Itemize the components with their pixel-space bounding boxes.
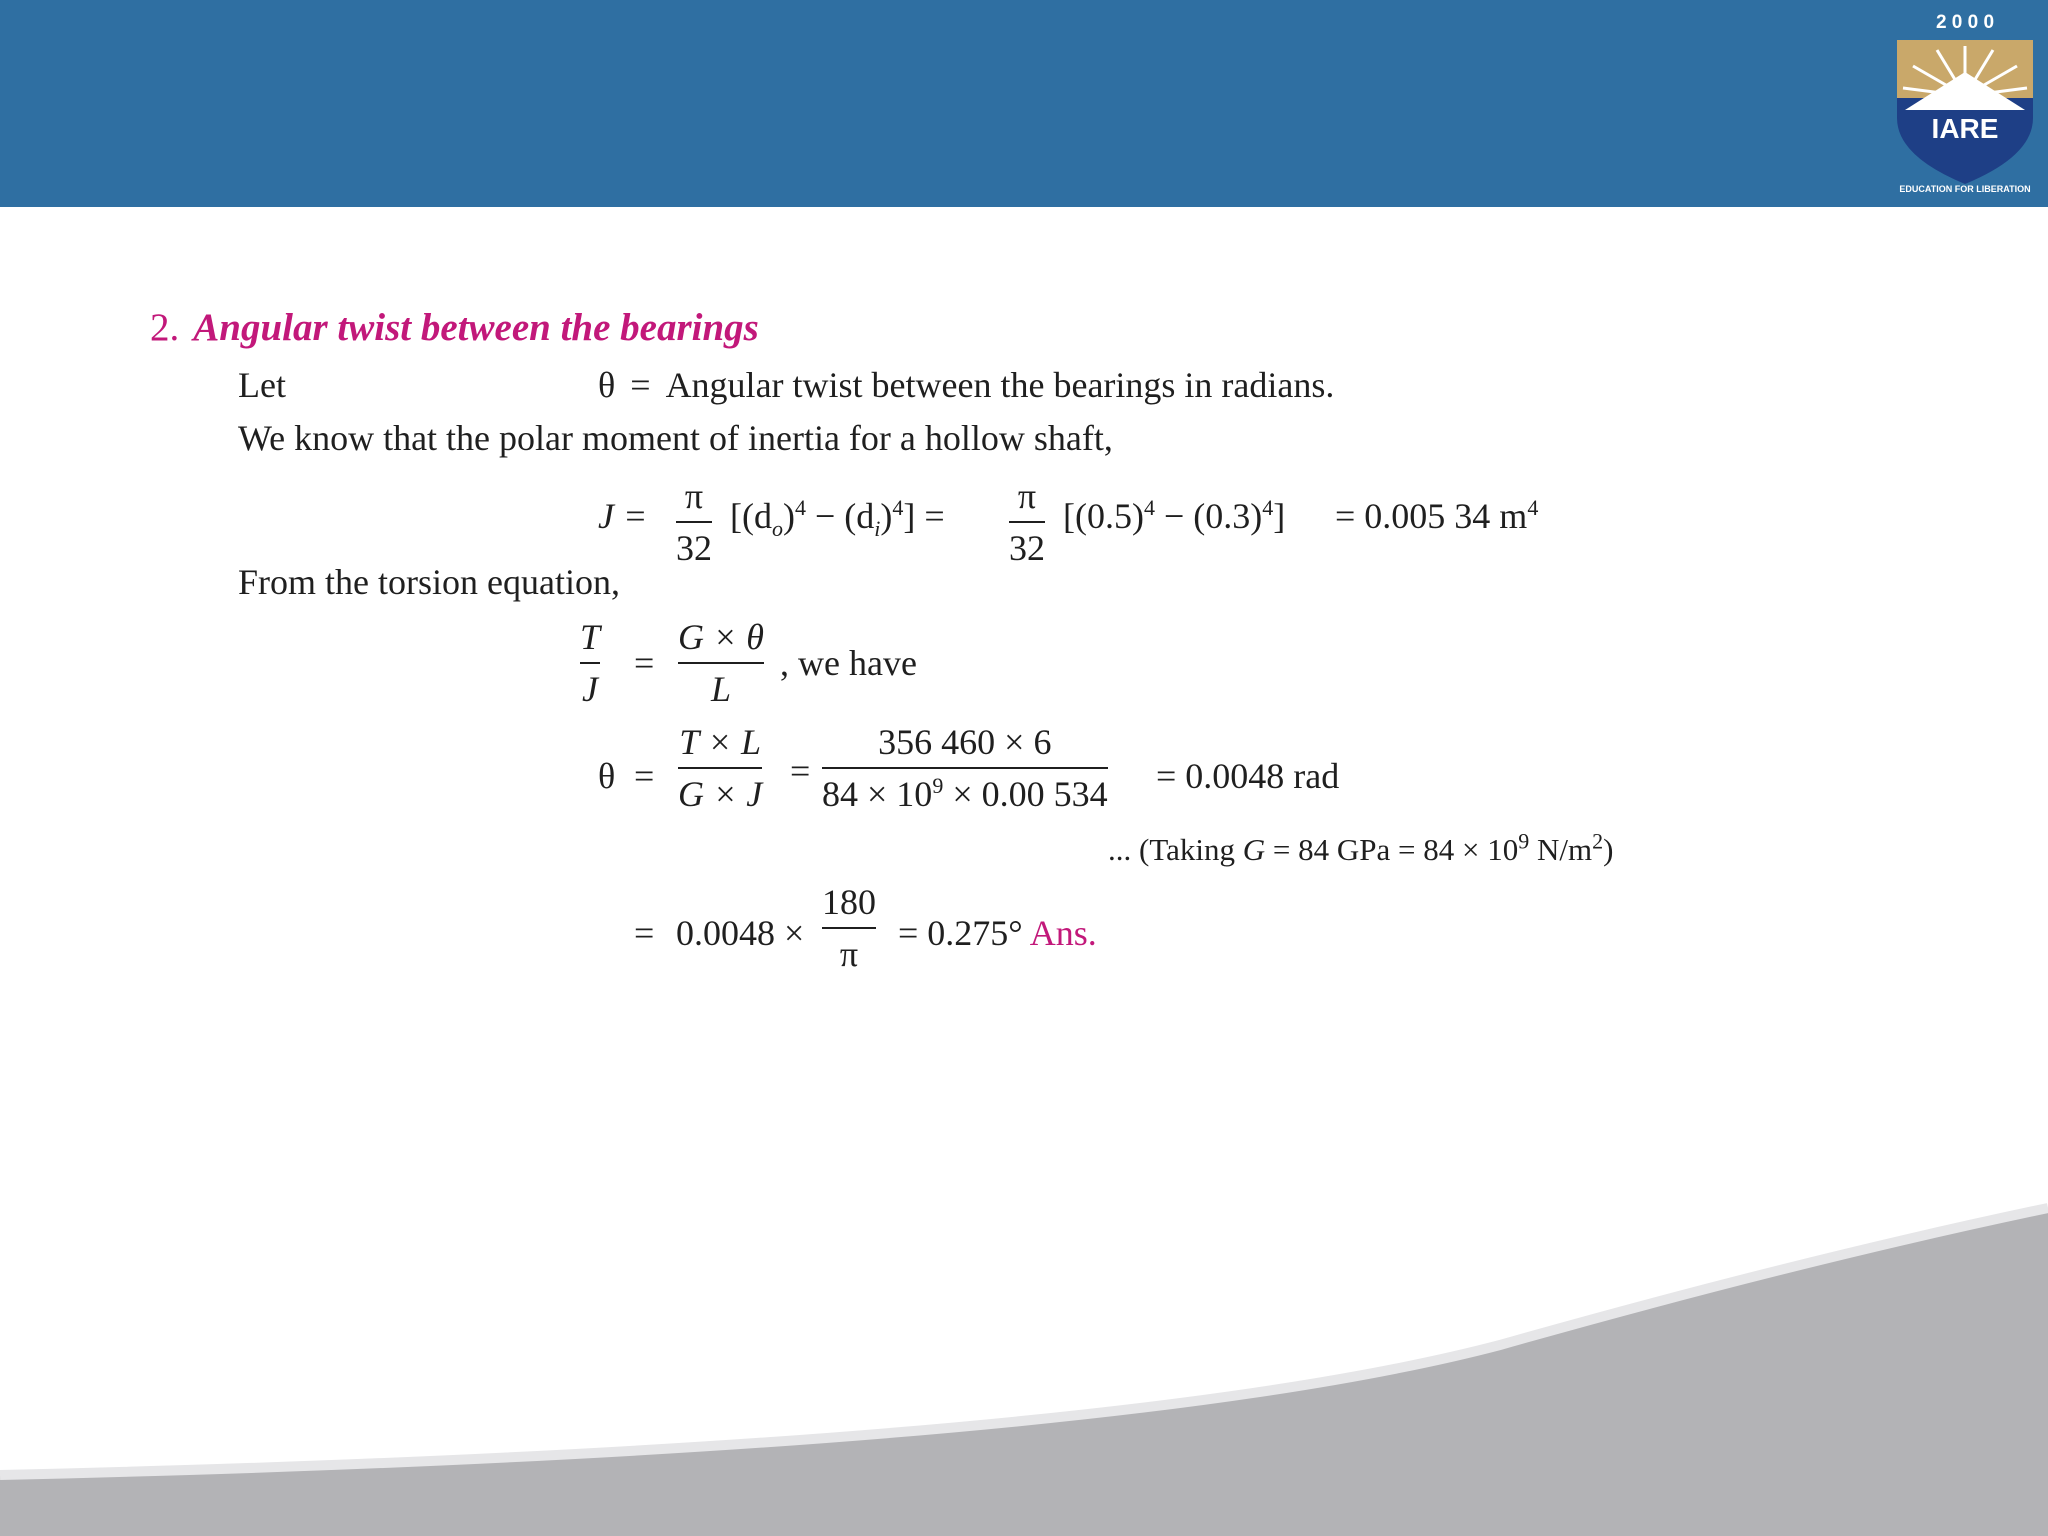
fraction-bar — [678, 662, 764, 664]
logo-name: IARE — [1931, 113, 1999, 144]
let-definition — [598, 364, 1334, 406]
note-taking-g: ... (Taking G = 84 GPa = $84 \times 10^9$ $N/m^2$) — [1108, 828, 1614, 867]
torsion-rhs-frac — [678, 615, 764, 711]
polar-lhs: J = — [598, 496, 648, 536]
let-label: Let — [238, 365, 286, 405]
deg-result-value: = 0.275° — [898, 913, 1023, 953]
answer-label: Ans. — [1029, 913, 1097, 953]
polar-expr-1: $[(d_o)^4 - (d_i)^4]$ = — [730, 495, 945, 542]
polar-frac-2-num: π — [1017, 476, 1037, 516]
torsion-rhs-num: G × θ — [678, 617, 764, 657]
deg-frac-num: 180 — [822, 882, 876, 922]
deg-frac — [822, 880, 876, 976]
polar-frac-1 — [676, 474, 712, 570]
torsion-rhs-den: L — [710, 669, 731, 709]
logo-motto: EDUCATION FOR LIBERATION — [1899, 184, 2031, 194]
torsion-intro: From the torsion equation, — [238, 562, 620, 602]
polar-frac-1-den: 32 — [676, 528, 712, 568]
theta-definition: Angular twist between the bearings in radians. — [665, 365, 1335, 405]
deg-result — [898, 912, 1097, 954]
theta-equals: = — [634, 756, 655, 796]
theta-frac-2 — [822, 720, 1108, 816]
torsion-tail: , we have — [780, 643, 917, 683]
fraction-bar — [580, 662, 600, 664]
polar-frac-1-num: π — [684, 476, 704, 516]
fraction-bar — [1009, 521, 1045, 523]
torsion-lhs-frac — [580, 615, 600, 711]
section-heading — [150, 305, 759, 350]
section-number: 2. — [150, 306, 180, 349]
polar-result: = 0.005 34 $m^4$ — [1335, 495, 1539, 536]
torsion-lhs-num: T — [580, 617, 601, 657]
torsion-lhs-den: J — [582, 669, 598, 709]
theta-frac-1-den: G × J — [678, 774, 763, 814]
theta-lhs: θ — [598, 756, 616, 796]
theta-frac-1 — [678, 720, 762, 816]
theta-equals-2: = — [790, 751, 811, 791]
fraction-bar — [822, 767, 1108, 769]
section-title: Angular twist between the bearings — [193, 306, 759, 349]
theta-frac-1-num: T × L — [679, 722, 761, 762]
logo-year: 2 0 0 0 — [1935, 12, 1995, 33]
polar-frac-2 — [1009, 474, 1045, 570]
fraction-bar — [676, 521, 712, 523]
theta-result: = 0.0048 rad — [1156, 756, 1340, 796]
theta-frac-2-den: $84 \times 10^9 \times 0.00$ 534 — [822, 773, 1108, 814]
let-equals: = — [630, 365, 651, 405]
polar-expr-2: $[(0.5)^4 - (0.3)^4]$ — [1063, 495, 1286, 536]
theta-symbol: θ — [598, 365, 616, 405]
deg-equals: = — [634, 913, 655, 953]
fraction-bar — [678, 767, 762, 769]
fraction-bar — [822, 927, 876, 929]
torsion-equals: = — [634, 643, 655, 683]
deg-frac-den: π — [839, 934, 859, 974]
polar-intro: We know that the polar moment of inertia for a hollow shaft, — [238, 418, 1113, 458]
theta-frac-2-num: 356 460 × 6 — [878, 722, 1052, 762]
deg-value: 0.0048 × — [676, 913, 805, 953]
polar-frac-2-den: 32 — [1009, 528, 1045, 568]
